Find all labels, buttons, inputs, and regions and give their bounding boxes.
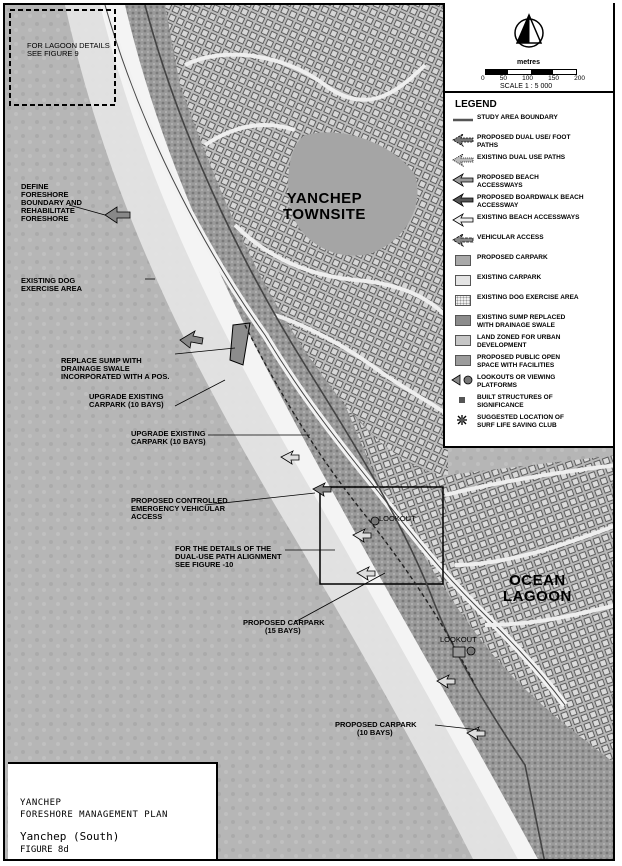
legend-item-label: EXISTING CARPARK — [477, 274, 542, 281]
swatch-icon — [449, 353, 477, 367]
north-arrow-box — [445, 3, 613, 93]
legend-panel — [443, 3, 613, 448]
arrow-dashed-icon — [449, 133, 477, 147]
note-lagoon-details: FOR LAGOON DETAILS SEE FIGURE 9 — [27, 41, 110, 58]
arrow-beach-icon — [449, 173, 477, 187]
note-proposed-carpark-2: PROPOSED CARPARK (10 BAYS) — [335, 720, 417, 737]
legend-item — [449, 233, 609, 251]
title-line-1: YANCHEP — [20, 798, 62, 808]
legend-item — [449, 113, 609, 131]
legend-item — [449, 193, 609, 211]
legend-item — [449, 333, 609, 351]
title-line-4: FIGURE 8d — [20, 845, 69, 855]
legend-item-label: BUILT STRUCTURES OF SIGNIFICANCE — [477, 394, 553, 409]
scale-unit: metres — [517, 59, 540, 66]
star-icon — [449, 413, 477, 427]
legend-item — [449, 253, 609, 271]
legend-list — [449, 113, 609, 433]
legend-item-label: EXISTING SUMP REPLACED WITH DRAINAGE SWALE — [477, 314, 566, 329]
legend-item — [449, 173, 609, 191]
legend-item-label: PROPOSED CARPARK — [477, 254, 548, 261]
note-upgrade-carpark-2: UPGRADE EXISTING CARPARK (10 BAYS) — [131, 429, 206, 446]
place-label-townsite: YANCHEP TOWNSITE — [283, 190, 366, 223]
place-label-ocean-lagoon: OCEAN LAGOON — [503, 572, 572, 605]
legend-item — [449, 313, 609, 331]
legend-item-label: PROPOSED PUBLIC OPEN SPACE WITH FACILITIES — [477, 354, 561, 369]
legend-item — [449, 133, 609, 151]
note-replace-sump: REPLACE SUMP WITH DRAINAGE SWALE INCORPORATED WITH A POS. — [61, 356, 170, 381]
legend-item — [449, 353, 609, 371]
swatch-icon — [449, 253, 477, 267]
legend-item — [449, 393, 609, 411]
arrow-boardwalk-icon — [449, 193, 477, 207]
legend-item — [449, 373, 609, 391]
north-arrow-icon — [445, 3, 613, 59]
legend-title: LEGEND — [455, 99, 497, 110]
legend-item-label: PROPOSED BEACH ACCESSWAYS — [477, 174, 539, 189]
scale-ticks: 0 50 100 150 200 — [481, 75, 585, 82]
legend-item-label: VEHICULAR ACCESS — [477, 234, 544, 241]
title-block — [8, 762, 218, 861]
arrow-vehicle-icon — [449, 233, 477, 247]
legend-item-label: PROPOSED DUAL USE/ FOOT PATHS — [477, 134, 571, 149]
legend-item-label: PROPOSED BOARDWALK BEACH ACCESSWAY — [477, 194, 584, 209]
legend-item — [449, 153, 609, 171]
legend-item-label: SUGGESTED LOCATION OF SURF LIFE SAVING CLUB — [477, 414, 564, 429]
swatch-icon — [449, 333, 477, 347]
swatch-icon — [449, 313, 477, 327]
label-lookout-2: LOOKOUT — [440, 635, 477, 644]
arrow-dotted-icon — [449, 153, 477, 167]
scale-ratio: SCALE 1 : 5 000 — [500, 83, 553, 90]
legend-item — [449, 273, 609, 291]
lookout-icon — [449, 373, 477, 387]
note-dual-use-path: FOR THE DETAILS OF THE DUAL-USE PATH ALIGNMENT SEE FIGURE -10 — [175, 544, 282, 569]
note-upgrade-carpark-1: UPGRADE EXISTING CARPARK (10 BAYS) — [89, 392, 164, 409]
legend-item — [449, 213, 609, 231]
arrow-light-icon — [449, 213, 477, 227]
legend-item-label: LAND ZONED FOR URBAN DEVELOPMENT — [477, 334, 561, 349]
legend-item — [449, 293, 609, 311]
swatch-dots-icon — [449, 293, 477, 307]
line-solid-icon — [449, 113, 477, 127]
legend-item — [449, 413, 609, 431]
note-proposed-carpark-1: PROPOSED CARPARK (15 BAYS) — [243, 618, 325, 635]
building-icon — [449, 393, 477, 407]
label-lookout-1: LOOKOUT — [379, 514, 416, 523]
legend-item-label: STUDY AREA BOUNDARY — [477, 114, 558, 121]
note-emergency-access: PROPOSED CONTROLLED EMERGENCY VEHICULAR ACCESS — [131, 496, 228, 521]
swatch-icon — [449, 273, 477, 287]
title-line-2: FORESHORE MANAGEMENT PLAN — [20, 810, 168, 820]
title-line-3: Yanchep (South) — [20, 830, 120, 843]
note-define-foreshore: DEFINE FORESHORE BOUNDARY AND REHABILITATE FORESHORE — [21, 182, 82, 223]
legend-item-label: EXISTING BEACH ACCESSWAYS — [477, 214, 580, 221]
legend-item-label: LOOKOUTS OR VIEWING PLATFORMS — [477, 374, 556, 389]
legend-item-label: EXISTING DUAL USE PATHS — [477, 154, 566, 161]
note-dog-area: EXISTING DOG EXERCISE AREA — [21, 276, 82, 293]
legend-item-label: EXISTING DOG EXERCISE AREA — [477, 294, 579, 301]
